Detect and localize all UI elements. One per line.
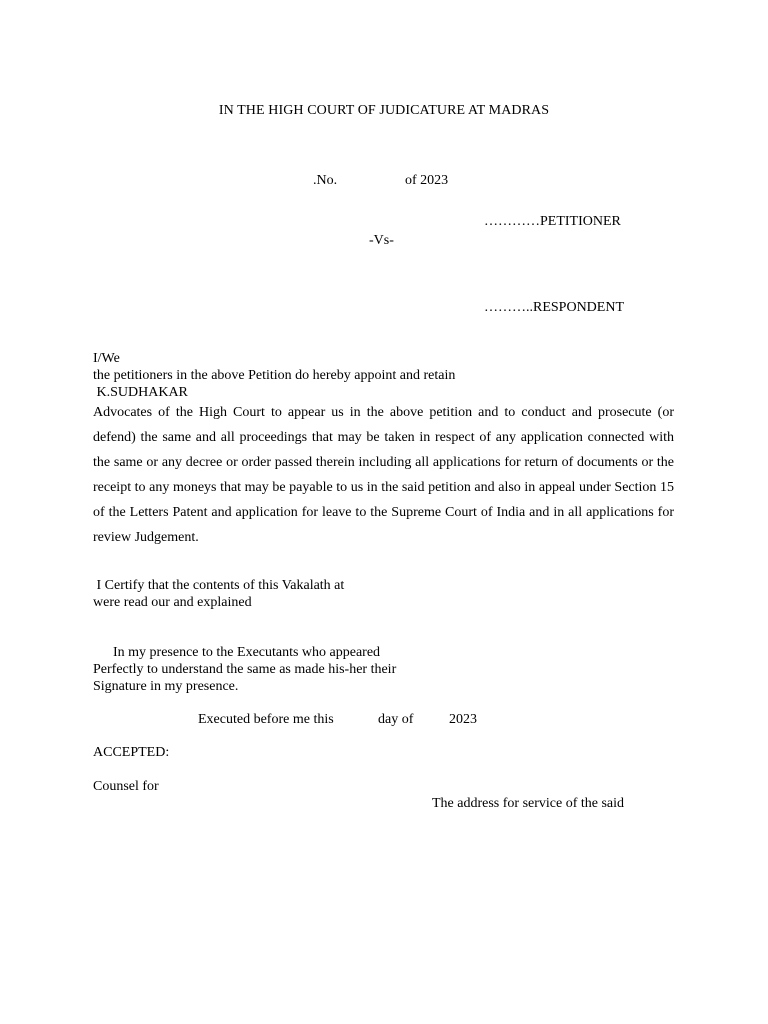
appoint-line: the petitioners in the above Petition do hereby appoint and retain <box>93 368 456 383</box>
case-year: of 2023 <box>405 173 449 188</box>
executed-day: day of <box>378 712 414 727</box>
certify-line-1: I Certify that the contents of this Vakalath at <box>93 578 345 593</box>
address-service-label: The address for service of the said <box>432 796 625 811</box>
accepted-label: ACCEPTED: <box>93 745 170 760</box>
executed-year: 2023 <box>449 712 477 727</box>
advocate-name: K.SUDHAKAR <box>93 385 188 400</box>
court-title: IN THE HIGH COURT OF JUDICATURE AT MADRAS <box>218 103 550 118</box>
certify-line-2: were read our and explained <box>93 595 252 610</box>
respondent-label: ………..RESPONDENT <box>484 300 625 315</box>
case-number-prefix: .No. <box>313 173 338 188</box>
presence-line-1: In my presence to the Executants who appeared <box>113 645 381 660</box>
executed-text: Executed before me this <box>198 712 334 727</box>
vakalath-main-paragraph: Advocates of the High Court to appear us in the above petition and to conduct and prosecute (or defend) the same and all proceedings that may be taken in respect of any application connected with the same or any decree or order passed therein including all applications for return of documents or the receipt to any moneys that may be payable to us in the said petition and also in appeal under Section 15 of the Letters Patent and application for leave to the Supreme Court of India and in all applications for review Judgement. <box>93 405 674 545</box>
iwe-label: I/We <box>93 351 120 366</box>
petitioner-label: …………PETITIONER <box>484 214 621 229</box>
versus-label: -Vs- <box>369 233 394 248</box>
presence-line-2: Perfectly to understand the same as made his-her their <box>93 662 397 677</box>
counsel-for-label: Counsel for <box>93 779 159 794</box>
presence-line-3: Signature in my presence. <box>93 679 239 694</box>
